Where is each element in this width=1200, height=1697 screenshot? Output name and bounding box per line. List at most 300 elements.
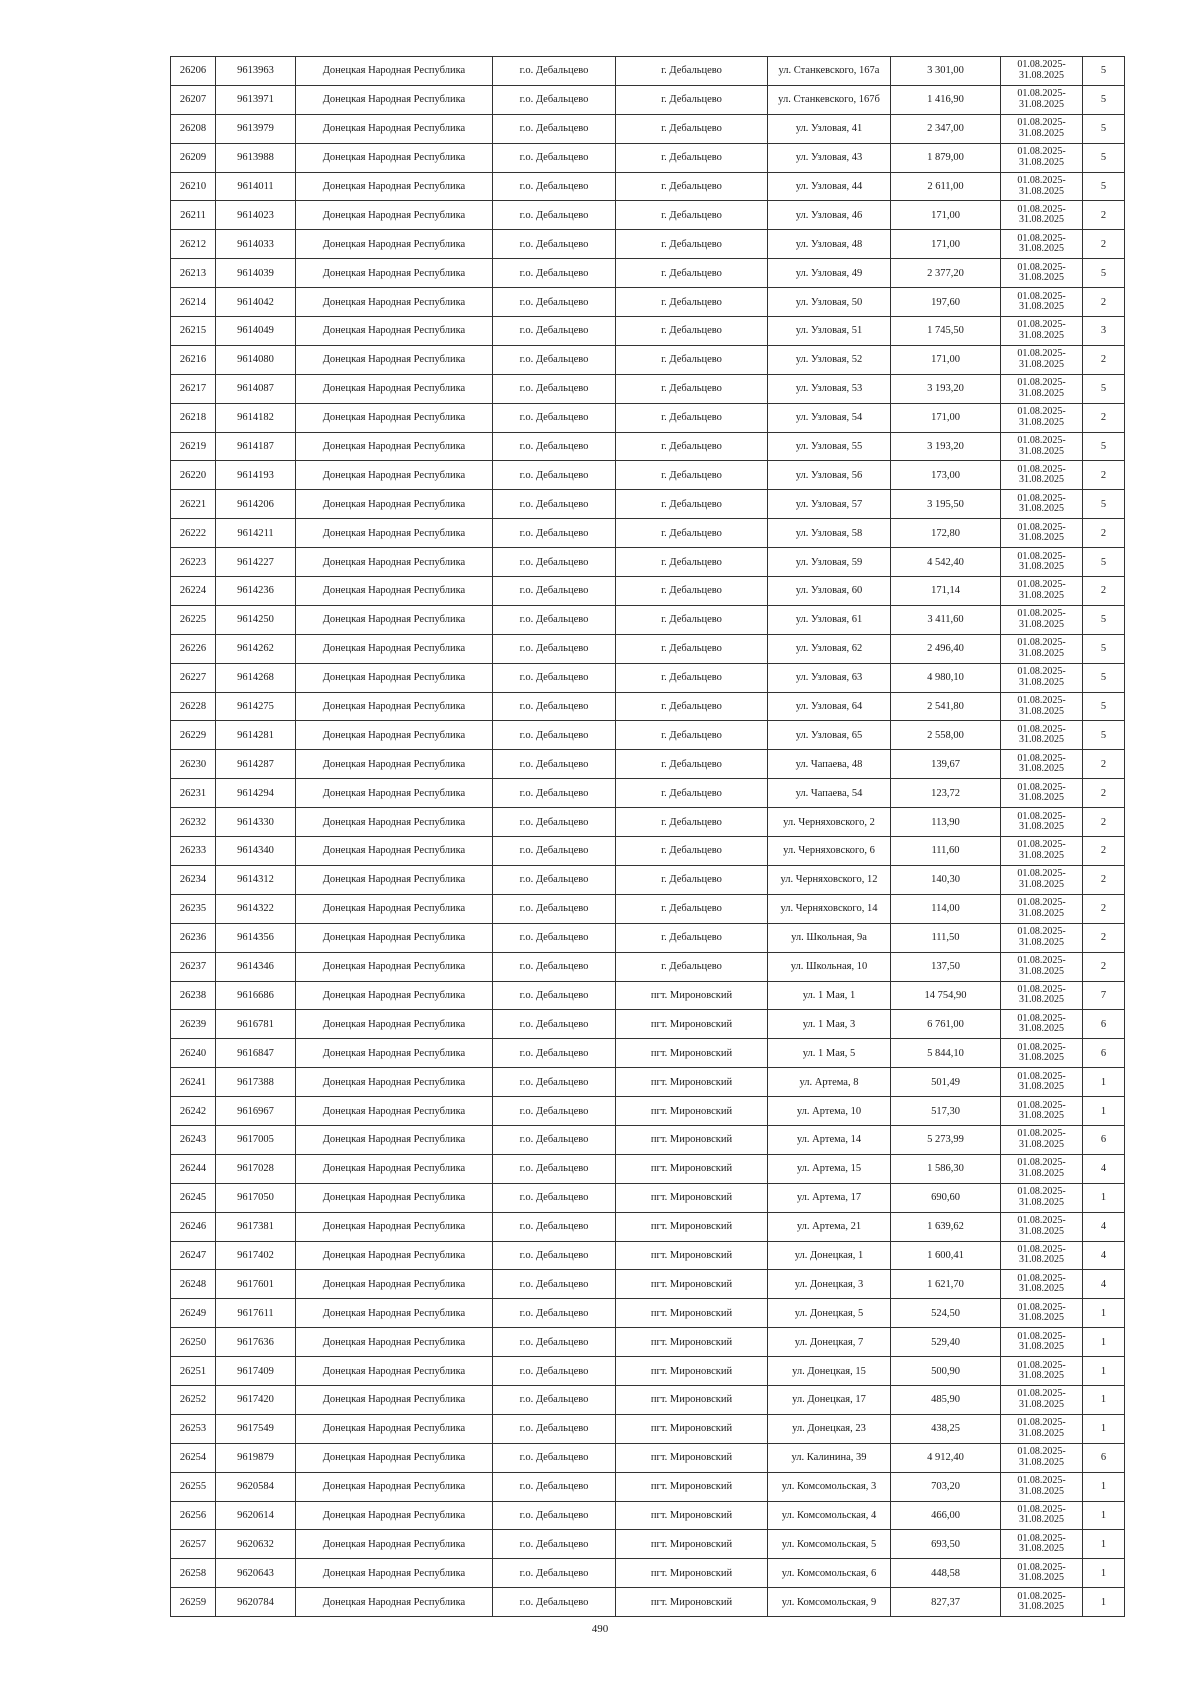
row-number-cell: 26254 (171, 1443, 216, 1472)
district-cell: г.о. Дебальцево (493, 577, 616, 606)
category-cell: 2 (1083, 750, 1125, 779)
table-row (171, 432, 1125, 461)
period-cell (1001, 403, 1083, 432)
settlement-cell: г. Дебальцево (616, 721, 768, 750)
settlement-cell: г. Дебальцево (616, 605, 768, 634)
district-cell: г.о. Дебальцево (493, 837, 616, 866)
district-cell: г.о. Дебальцево (493, 779, 616, 808)
district-cell: г.о. Дебальцево (493, 1097, 616, 1126)
settlement-cell: г. Дебальцево (616, 230, 768, 259)
area-cell: 4 542,40 (891, 548, 1001, 577)
table-row (171, 548, 1125, 577)
address-cell: ул. Станкевского, 167б (768, 85, 891, 114)
period-end: 31.08.2025 (1019, 1052, 1064, 1064)
object-code-cell: 9613979 (216, 114, 296, 143)
area-cell: 111,60 (891, 837, 1001, 866)
region-cell: Донецкая Народная Республика (296, 432, 493, 461)
table-row (171, 490, 1125, 519)
period-end: 31.08.2025 (1019, 156, 1064, 168)
region-cell: Донецкая Народная Республика (296, 374, 493, 403)
row-number-cell: 26233 (171, 837, 216, 866)
period-end: 31.08.2025 (1019, 503, 1064, 515)
period-end: 31.08.2025 (1019, 358, 1064, 370)
address-cell: ул. Школьная, 9а (768, 923, 891, 952)
settlement-cell: г. Дебальцево (616, 288, 768, 317)
area-cell: 524,50 (891, 1299, 1001, 1328)
region-cell: Донецкая Народная Республика (296, 634, 493, 663)
object-code-cell: 9614023 (216, 201, 296, 230)
region-cell: Донецкая Народная Республика (296, 1385, 493, 1414)
region-cell: Донецкая Народная Республика (296, 1299, 493, 1328)
category-cell: 2 (1083, 923, 1125, 952)
region-cell: Донецкая Народная Республика (296, 1270, 493, 1299)
period-start: 01.08.2025- (1017, 232, 1066, 244)
period-cell (1001, 114, 1083, 143)
period-cell (1001, 837, 1083, 866)
object-code-cell: 9614281 (216, 721, 296, 750)
address-cell: ул. Артема, 17 (768, 1183, 891, 1212)
area-cell: 485,90 (891, 1385, 1001, 1414)
period-start: 01.08.2025- (1017, 1388, 1066, 1400)
period-cell (1001, 663, 1083, 692)
period-end: 31.08.2025 (1019, 1398, 1064, 1410)
area-cell: 172,80 (891, 519, 1001, 548)
district-cell: г.о. Дебальцево (493, 1010, 616, 1039)
table-row (171, 1154, 1125, 1183)
period-cell (1001, 923, 1083, 952)
row-number-cell: 26216 (171, 345, 216, 374)
area-cell: 2 347,00 (891, 114, 1001, 143)
period-end: 31.08.2025 (1019, 763, 1064, 775)
address-cell: ул. Донецкая, 5 (768, 1299, 891, 1328)
region-cell: Донецкая Народная Республика (296, 114, 493, 143)
object-code-cell: 9616781 (216, 1010, 296, 1039)
district-cell: г.о. Дебальцево (493, 1559, 616, 1588)
region-cell: Донецкая Народная Республика (296, 259, 493, 288)
object-code-cell: 9617028 (216, 1154, 296, 1183)
address-cell: ул. Донецкая, 23 (768, 1414, 891, 1443)
district-cell: г.о. Дебальцево (493, 1299, 616, 1328)
category-cell: 7 (1083, 981, 1125, 1010)
region-cell: Донецкая Народная Республика (296, 345, 493, 374)
row-number-cell: 26214 (171, 288, 216, 317)
period-end: 31.08.2025 (1019, 1514, 1064, 1526)
district-cell: г.о. Дебальцево (493, 1530, 616, 1559)
period-cell (1001, 1472, 1083, 1501)
period-start: 01.08.2025- (1017, 521, 1066, 533)
row-number-cell: 26257 (171, 1530, 216, 1559)
object-code-cell: 9614080 (216, 345, 296, 374)
area-cell: 1 600,41 (891, 1241, 1001, 1270)
area-cell: 827,37 (891, 1588, 1001, 1617)
row-number-cell: 26242 (171, 1097, 216, 1126)
settlement-cell: г. Дебальцево (616, 837, 768, 866)
category-cell: 5 (1083, 85, 1125, 114)
category-cell: 5 (1083, 114, 1125, 143)
area-cell: 1 416,90 (891, 85, 1001, 114)
address-cell: ул. Артема, 21 (768, 1212, 891, 1241)
address-cell: ул. Черняховского, 6 (768, 837, 891, 866)
period-start: 01.08.2025- (1017, 723, 1066, 735)
period-end: 31.08.2025 (1019, 589, 1064, 601)
period-cell (1001, 1154, 1083, 1183)
period-start: 01.08.2025- (1017, 926, 1066, 938)
period-end: 31.08.2025 (1019, 214, 1064, 226)
region-cell: Донецкая Народная Республика (296, 1154, 493, 1183)
period-cell (1001, 1588, 1083, 1617)
category-cell: 2 (1083, 519, 1125, 548)
object-code-cell: 9614211 (216, 519, 296, 548)
object-code-cell: 9614312 (216, 865, 296, 894)
category-cell: 2 (1083, 808, 1125, 837)
object-code-cell: 9614340 (216, 837, 296, 866)
period-start: 01.08.2025- (1017, 1012, 1066, 1024)
district-cell: г.о. Дебальцево (493, 57, 616, 86)
category-cell: 2 (1083, 201, 1125, 230)
period-start: 01.08.2025- (1017, 1157, 1066, 1169)
category-cell: 1 (1083, 1472, 1125, 1501)
settlement-cell: г. Дебальцево (616, 663, 768, 692)
region-cell: Донецкая Народная Республика (296, 172, 493, 201)
period-start: 01.08.2025- (1017, 897, 1066, 909)
period-start: 01.08.2025- (1017, 203, 1066, 215)
object-code-cell: 9614322 (216, 894, 296, 923)
object-code-cell: 9614268 (216, 663, 296, 692)
period-start: 01.08.2025- (1017, 175, 1066, 186)
settlement-cell: г. Дебальцево (616, 779, 768, 808)
region-cell: Донецкая Народная Республика (296, 1010, 493, 1039)
district-cell: г.о. Дебальцево (493, 952, 616, 981)
period-start: 01.08.2025- (1017, 839, 1066, 851)
period-start: 01.08.2025- (1017, 146, 1066, 158)
period-end: 31.08.2025 (1019, 185, 1064, 197)
row-number-cell: 26212 (171, 230, 216, 259)
table-row (171, 461, 1125, 490)
period-end: 31.08.2025 (1019, 1023, 1064, 1035)
settlement-cell: пгт. Мироновский (616, 1010, 768, 1039)
category-cell: 6 (1083, 1039, 1125, 1068)
table-row (171, 1270, 1125, 1299)
category-cell: 5 (1083, 605, 1125, 634)
address-cell: ул. Узловая, 64 (768, 692, 891, 721)
settlement-cell: г. Дебальцево (616, 114, 768, 143)
category-cell: 2 (1083, 461, 1125, 490)
object-code-cell: 9614193 (216, 461, 296, 490)
row-number-cell: 26230 (171, 750, 216, 779)
region-cell: Донецкая Народная Республика (296, 317, 493, 346)
period-cell (1001, 981, 1083, 1010)
address-cell: ул. Школьная, 10 (768, 952, 891, 981)
district-cell: г.о. Дебальцево (493, 114, 616, 143)
region-cell: Донецкая Народная Республика (296, 663, 493, 692)
category-cell: 2 (1083, 577, 1125, 606)
period-end: 31.08.2025 (1019, 734, 1064, 746)
area-cell: 6 761,00 (891, 1010, 1001, 1039)
area-cell: 1 586,30 (891, 1154, 1001, 1183)
settlement-cell: г. Дебальцево (616, 403, 768, 432)
district-cell: г.о. Дебальцево (493, 1385, 616, 1414)
row-number-cell: 26237 (171, 952, 216, 981)
settlement-cell: г. Дебальцево (616, 432, 768, 461)
period-start: 01.08.2025- (1017, 1561, 1066, 1573)
district-cell: г.о. Дебальцево (493, 519, 616, 548)
area-cell: 2 541,80 (891, 692, 1001, 721)
period-end: 31.08.2025 (1019, 1485, 1064, 1497)
period-start: 01.08.2025- (1017, 59, 1066, 71)
table-row (171, 1588, 1125, 1617)
district-cell: г.о. Дебальцево (493, 663, 616, 692)
region-cell: Донецкая Народная Республика (296, 57, 493, 86)
row-number-cell: 26235 (171, 894, 216, 923)
table-row (171, 865, 1125, 894)
period-start: 01.08.2025- (1017, 1186, 1066, 1198)
region-cell: Донецкая Народная Республика (296, 1183, 493, 1212)
category-cell: 1 (1083, 1530, 1125, 1559)
object-code-cell: 9614087 (216, 374, 296, 403)
address-cell: ул. Узловая, 41 (768, 114, 891, 143)
region-cell: Донецкая Народная Республика (296, 750, 493, 779)
period-cell (1001, 894, 1083, 923)
page-number: 490 (591, 1623, 609, 1635)
period-end: 31.08.2025 (1019, 1110, 1064, 1121)
object-code-cell: 9617381 (216, 1212, 296, 1241)
row-number-cell: 26232 (171, 808, 216, 837)
table-row (171, 923, 1125, 952)
area-cell: 517,30 (891, 1097, 1001, 1126)
region-cell: Донецкая Народная Республика (296, 837, 493, 866)
period-cell (1001, 634, 1083, 663)
table-row (171, 1010, 1125, 1039)
settlement-cell: г. Дебальцево (616, 548, 768, 577)
object-code-cell: 9620784 (216, 1588, 296, 1617)
period-cell (1001, 85, 1083, 114)
address-cell: ул. 1 Мая, 3 (768, 1010, 891, 1039)
row-number-cell: 26227 (171, 663, 216, 692)
settlement-cell: г. Дебальцево (616, 692, 768, 721)
table-row (171, 894, 1125, 923)
period-end: 31.08.2025 (1019, 907, 1064, 919)
area-cell: 2 496,40 (891, 634, 1001, 663)
address-cell: ул. Узловая, 57 (768, 490, 891, 519)
period-end: 31.08.2025 (1019, 647, 1064, 659)
address-cell: ул. Узловая, 56 (768, 461, 891, 490)
area-cell: 3 195,50 (891, 490, 1001, 519)
object-code-cell: 9617402 (216, 1241, 296, 1270)
settlement-cell: пгт. Мироновский (616, 1299, 768, 1328)
period-start: 01.08.2025- (1017, 810, 1066, 822)
period-start: 01.08.2025- (1017, 492, 1066, 504)
district-cell: г.о. Дебальцево (493, 403, 616, 432)
row-number-cell: 26259 (171, 1588, 216, 1617)
region-cell: Донецкая Народная Республика (296, 1443, 493, 1472)
row-number-cell: 26225 (171, 605, 216, 634)
district-cell: г.о. Дебальцево (493, 721, 616, 750)
region-cell: Донецкая Народная Республика (296, 865, 493, 894)
row-number-cell: 26231 (171, 779, 216, 808)
object-code-cell: 9613971 (216, 85, 296, 114)
object-code-cell: 9614250 (216, 605, 296, 634)
table-row (171, 1183, 1125, 1212)
region-cell: Донецкая Народная Республика (296, 1068, 493, 1097)
category-cell: 1 (1083, 1357, 1125, 1386)
address-cell: ул. Узловая, 63 (768, 663, 891, 692)
row-number-cell: 26258 (171, 1559, 216, 1588)
area-cell: 5 273,99 (891, 1125, 1001, 1154)
area-cell: 690,60 (891, 1183, 1001, 1212)
period-start: 01.08.2025- (1017, 1417, 1066, 1429)
address-cell: ул. Узловая, 65 (768, 721, 891, 750)
period-start: 01.08.2025- (1017, 1446, 1066, 1458)
period-start: 01.08.2025- (1017, 290, 1066, 302)
settlement-cell: пгт. Мироновский (616, 1472, 768, 1501)
area-cell: 171,00 (891, 403, 1001, 432)
period-cell (1001, 721, 1083, 750)
row-number-cell: 26244 (171, 1154, 216, 1183)
area-cell: 1 639,62 (891, 1212, 1001, 1241)
period-cell (1001, 1039, 1083, 1068)
address-cell: ул. Донецкая, 3 (768, 1270, 891, 1299)
address-cell: ул. Донецкая, 7 (768, 1328, 891, 1357)
address-cell: ул. Узловая, 46 (768, 201, 891, 230)
category-cell: 3 (1083, 317, 1125, 346)
address-cell: ул. Узловая, 53 (768, 374, 891, 403)
settlement-cell: г. Дебальцево (616, 57, 768, 86)
period-end: 31.08.2025 (1019, 69, 1064, 81)
region-cell: Донецкая Народная Республика (296, 1039, 493, 1068)
period-start: 01.08.2025- (1017, 868, 1066, 880)
category-cell: 6 (1083, 1443, 1125, 1472)
row-number-cell: 26253 (171, 1414, 216, 1443)
district-cell: г.о. Дебальцево (493, 1328, 616, 1357)
category-cell: 1 (1083, 1183, 1125, 1212)
period-end: 31.08.2025 (1019, 792, 1064, 804)
period-cell (1001, 1328, 1083, 1357)
row-number-cell: 26240 (171, 1039, 216, 1068)
period-cell (1001, 1530, 1083, 1559)
period-end: 31.08.2025 (1019, 1312, 1064, 1324)
settlement-cell: г. Дебальцево (616, 317, 768, 346)
object-code-cell: 9620584 (216, 1472, 296, 1501)
period-start: 01.08.2025- (1017, 1128, 1066, 1140)
area-cell: 113,90 (891, 808, 1001, 837)
object-code-cell: 9614346 (216, 952, 296, 981)
settlement-cell: пгт. Мироновский (616, 981, 768, 1010)
area-cell: 2 611,00 (891, 172, 1001, 201)
address-cell: ул. Узловая, 49 (768, 259, 891, 288)
district-cell: г.о. Дебальцево (493, 432, 616, 461)
period-end: 31.08.2025 (1019, 1341, 1064, 1353)
district-cell: г.о. Дебальцево (493, 1414, 616, 1443)
table-row (171, 345, 1125, 374)
object-code-cell: 9614262 (216, 634, 296, 663)
period-end: 31.08.2025 (1019, 1081, 1064, 1093)
category-cell: 5 (1083, 432, 1125, 461)
region-cell: Донецкая Народная Республика (296, 288, 493, 317)
period-start: 01.08.2025- (1017, 1215, 1066, 1227)
area-cell: 139,67 (891, 750, 1001, 779)
period-start: 01.08.2025- (1017, 117, 1066, 129)
settlement-cell: г. Дебальцево (616, 374, 768, 403)
period-cell (1001, 432, 1083, 461)
category-cell: 5 (1083, 548, 1125, 577)
address-cell: ул. Донецкая, 17 (768, 1385, 891, 1414)
period-cell (1001, 1443, 1083, 1472)
period-end: 31.08.2025 (1019, 849, 1064, 861)
district-cell: г.о. Дебальцево (493, 548, 616, 577)
row-number-cell: 26246 (171, 1212, 216, 1241)
period-start: 01.08.2025- (1017, 88, 1066, 100)
address-cell: ул. Узловая, 50 (768, 288, 891, 317)
period-start: 01.08.2025- (1017, 348, 1066, 360)
address-cell: ул. Узловая, 62 (768, 634, 891, 663)
category-cell: 1 (1083, 1501, 1125, 1530)
settlement-cell: пгт. Мироновский (616, 1385, 768, 1414)
period-end: 31.08.2025 (1019, 1167, 1064, 1179)
row-number-cell: 26207 (171, 85, 216, 114)
row-number-cell: 26222 (171, 519, 216, 548)
period-cell (1001, 201, 1083, 230)
period-cell (1001, 1299, 1083, 1328)
category-cell: 1 (1083, 1097, 1125, 1126)
table-row (171, 1501, 1125, 1530)
period-cell (1001, 808, 1083, 837)
period-cell (1001, 490, 1083, 519)
region-cell: Донецкая Народная Республика (296, 1328, 493, 1357)
period-cell (1001, 779, 1083, 808)
table-row (171, 519, 1125, 548)
region-cell: Донецкая Народная Республика (296, 1472, 493, 1501)
district-cell: г.о. Дебальцево (493, 1154, 616, 1183)
settlement-cell: пгт. Мироновский (616, 1443, 768, 1472)
object-code-cell: 9617388 (216, 1068, 296, 1097)
district-cell: г.о. Дебальцево (493, 1125, 616, 1154)
table-row (171, 201, 1125, 230)
table-row (171, 230, 1125, 259)
object-code-cell: 9614227 (216, 548, 296, 577)
table-row (171, 114, 1125, 143)
table-row (171, 403, 1125, 432)
settlement-cell: пгт. Мироновский (616, 1270, 768, 1299)
period-end: 31.08.2025 (1019, 1427, 1064, 1439)
table-row (171, 721, 1125, 750)
district-cell: г.о. Дебальцево (493, 1270, 616, 1299)
address-cell: ул. Узловая, 60 (768, 577, 891, 606)
row-number-cell: 26236 (171, 923, 216, 952)
period-end: 31.08.2025 (1019, 1456, 1064, 1468)
region-cell: Донецкая Народная Республика (296, 808, 493, 837)
category-cell: 2 (1083, 288, 1125, 317)
period-cell (1001, 1125, 1083, 1154)
district-cell: г.о. Дебальцево (493, 865, 616, 894)
region-cell: Донецкая Народная Республика (296, 605, 493, 634)
row-number-cell: 26256 (171, 1501, 216, 1530)
period-start: 01.08.2025- (1017, 1041, 1066, 1053)
table-row (171, 1299, 1125, 1328)
period-cell (1001, 1183, 1083, 1212)
settlement-cell: пгт. Мироновский (616, 1530, 768, 1559)
row-number-cell: 26221 (171, 490, 216, 519)
period-start: 01.08.2025- (1017, 377, 1066, 389)
period-cell (1001, 1414, 1083, 1443)
period-end: 31.08.2025 (1019, 1138, 1064, 1150)
table-row (171, 1559, 1125, 1588)
period-end: 31.08.2025 (1019, 705, 1064, 717)
settlement-cell: г. Дебальцево (616, 577, 768, 606)
area-cell: 501,49 (891, 1068, 1001, 1097)
table-row (171, 1443, 1125, 1472)
region-cell: Донецкая Народная Республика (296, 85, 493, 114)
area-cell: 123,72 (891, 779, 1001, 808)
